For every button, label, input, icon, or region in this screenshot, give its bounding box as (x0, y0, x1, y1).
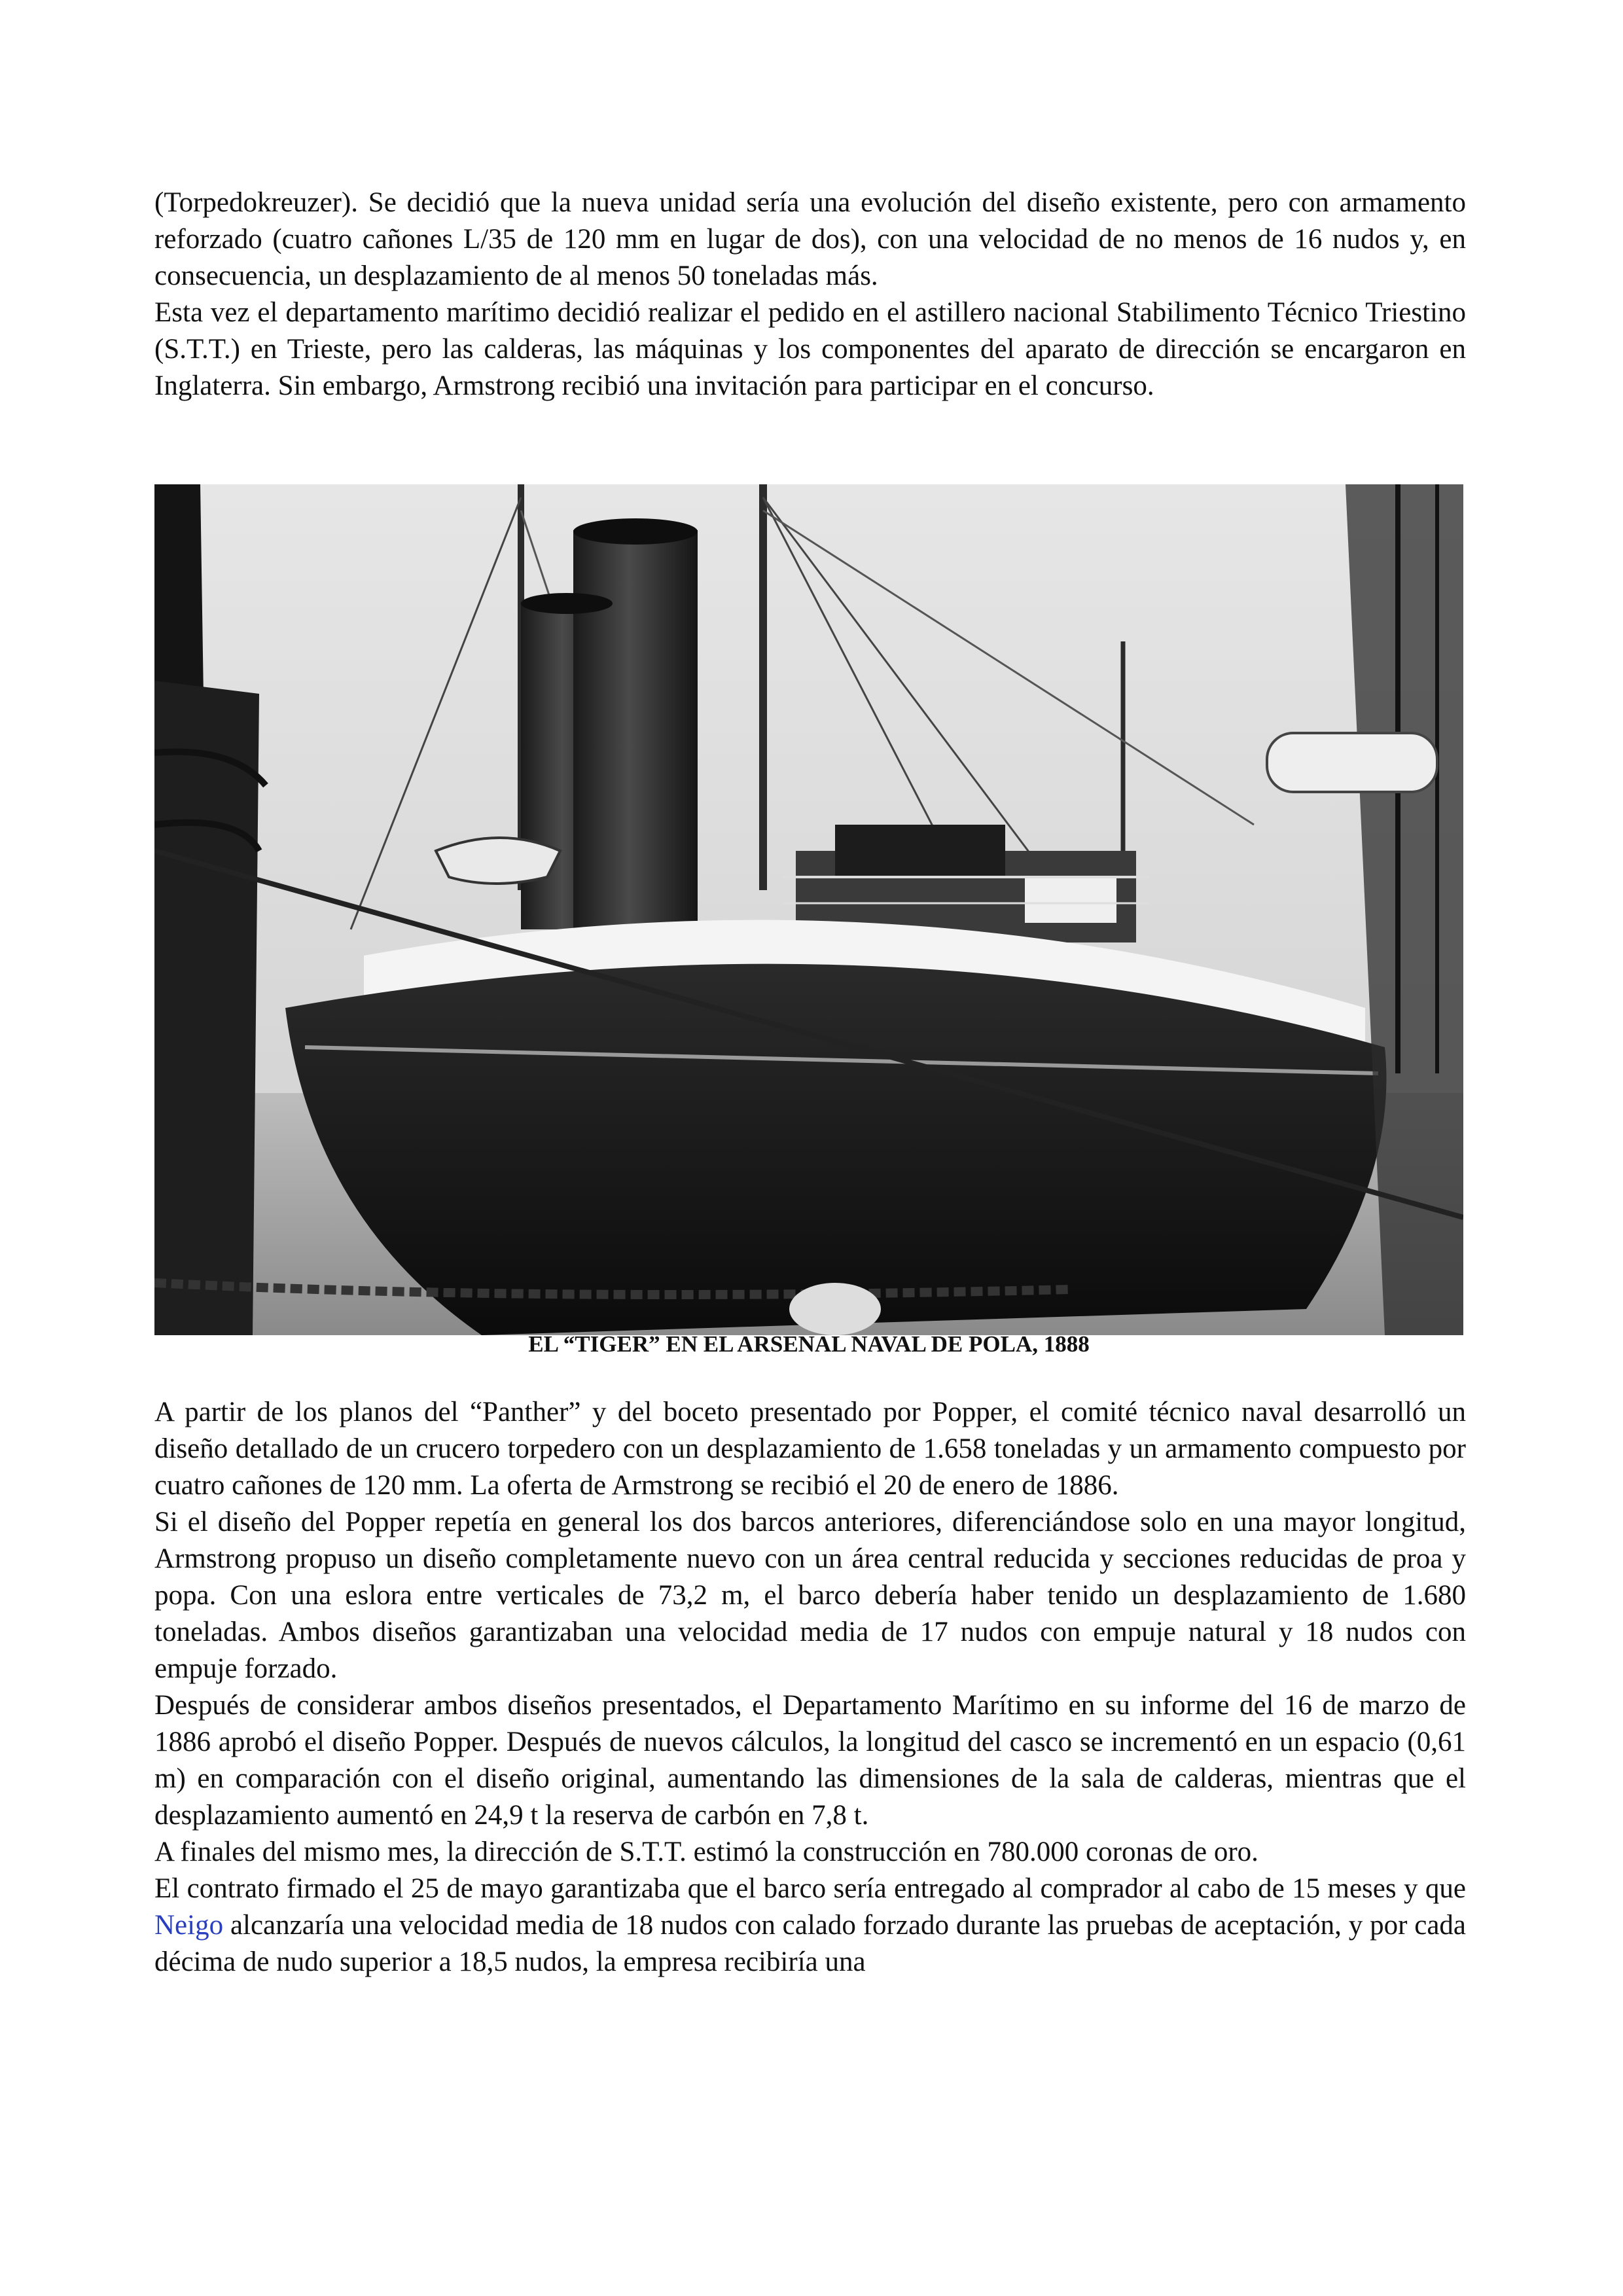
contract-text-before-link: El contrato firmado el 25 de mayo garantizaba que el barco sería entregado al comprador al cabo de 15 meses y que (154, 1873, 1466, 1904)
paragraph-torpedokreuzer: (Torpedokreuzer). Se decidió que la nueva unidad sería una evolución del diseño existente, pero con armamento reforzado (cuatro cañones L/35 de 120 mm en lugar de dos), con una velocidad de no menos de 16 nudos y, en consecuencia, un desplazamiento de al menos 50 toneladas más. (154, 187, 1466, 291)
neigo-link[interactable]: Neigo (154, 1910, 224, 1941)
paragraph-cost-estimate: A finales del mismo mes, la dirección de S.T.T. estimó la construcción en 780.000 coronas de oro. (154, 1837, 1258, 1867)
paragraph-panther-design: A partir de los planos del “Panther” y del boceto presentado por Popper, el comité técnico naval desarrolló un diseño detallado de un crucero torpedero con un desplazamiento de 1.658 toneladas y un armamento compuesto por cuatro cañones de 120 mm. La oferta de Armstrong se recibió el 20 de enero de 1886. (154, 1397, 1466, 1501)
tiger-ship-image (154, 484, 1463, 1335)
paragraph-stt-order: Esta vez el departamento marítimo decidió realizar el pedido en el astillero nacional Stabilimento Técnico Triestino (S.T.T.) en Trieste, pero las calderas, las máquinas y los componentes del aparato de dirección se encargaron en Inglaterra. Sin embargo, Armstrong recibió una invitación para participar en el concurso. (154, 297, 1466, 401)
contract-text-after-link: alcanzaría una velocidad media de 18 nudos con calado forzado durante las pruebas de aceptación, y por cada décima de nudo superior a 18,5 nudos, la empresa recibiría una (154, 1910, 1466, 1977)
paragraph-armstrong-design: Si el diseño del Popper repetía en general los dos barcos anteriores, diferenciándose solo en una mayor longitud, Armstrong propuso un diseño completamente nuevo con un área central reducida y secciones reducidas de proa y popa. Con una eslora entre verticales de 73,2 m, el barco debería haber tenido un desplazamiento de 1.680 toneladas. Ambos diseños garantizaban una velocidad media de 17 nudos con empuje natural y 18 nudos con empuje forzado. (154, 1507, 1466, 1684)
paragraph-popper-approved: Después de considerar ambos diseños presentados, el Departamento Marítimo en su informe del 16 de marzo de 1886 aprobó el diseño Popper. Después de nuevos cálculos, la longitud del casco se incrementó en un espacio (0,61 m) en comparación con el diseño original, aumentando las dimensiones de la sala de calderas, mientras que el desplazamiento aumentó en 24,9 t la reserva de carbón en 7,8 t. (154, 1690, 1466, 1831)
bottom-text-block (154, 1394, 1466, 1981)
paragraph-contract (154, 1871, 1466, 1981)
ship-photograph (154, 484, 1463, 1335)
figure-caption: EL “TIGER” EN EL ARSENAL NAVAL DE POLA, 1888 (528, 1331, 1090, 1357)
top-text-block (154, 185, 1466, 404)
